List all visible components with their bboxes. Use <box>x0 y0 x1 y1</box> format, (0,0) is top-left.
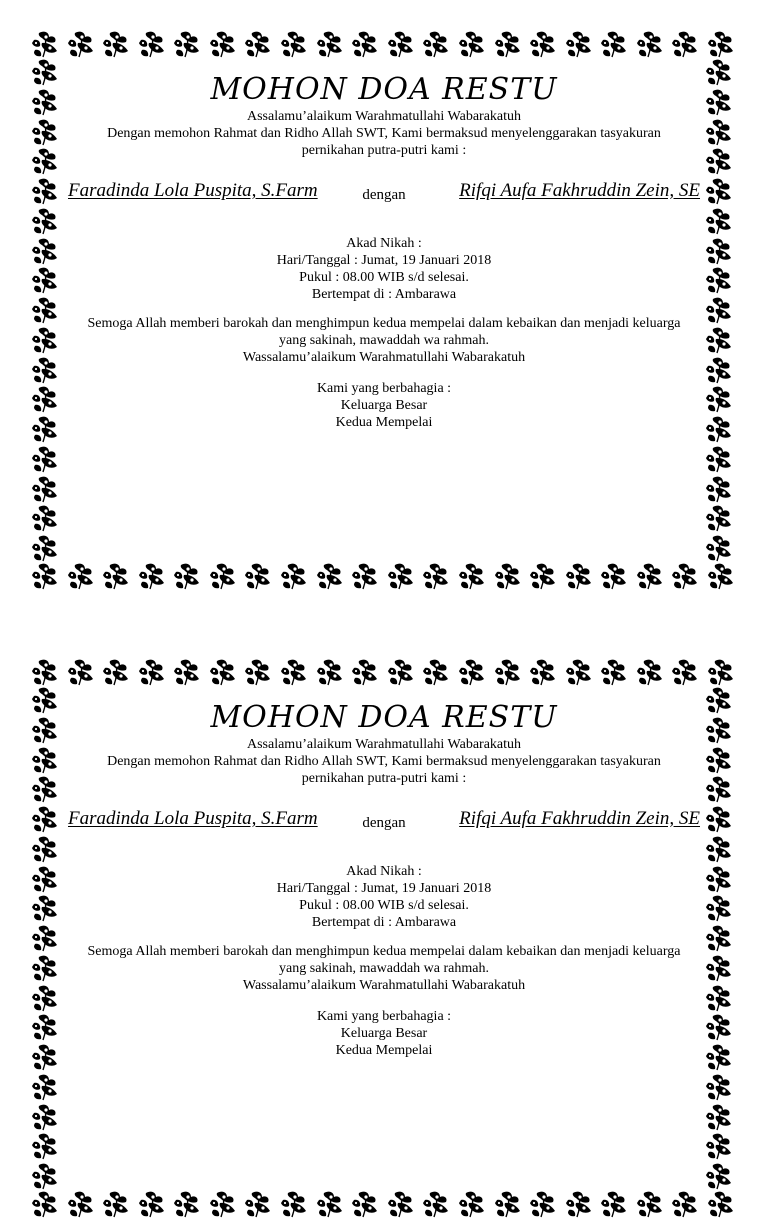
flower-ornament-icon <box>30 716 62 744</box>
border-right <box>704 58 738 562</box>
card-title: MOHON DOA RESTU <box>210 72 558 107</box>
flower-ornament-icon <box>564 658 596 686</box>
flower-ornament-icon <box>315 658 347 686</box>
flower-ornament-icon <box>704 177 736 205</box>
sign-intro: Kami yang berbahagia : <box>316 381 452 396</box>
flower-ornament-icon <box>30 658 62 686</box>
flower-ornament-icon <box>457 1190 489 1218</box>
flower-ornament-icon <box>30 237 62 265</box>
flower-ornament-icon <box>30 894 62 922</box>
flower-ornament-icon <box>386 562 418 590</box>
flower-ornament-icon <box>101 30 133 58</box>
flower-ornament-icon <box>30 835 62 863</box>
flower-ornament-icon <box>704 534 736 562</box>
border-top <box>30 30 738 58</box>
groom-name: Rifqi Aufa Fakhruddin Zein, SE <box>459 180 700 201</box>
prayer-line-2: yang sakinah, mawaddah wa rahmah. <box>279 961 489 976</box>
flower-ornament-icon <box>30 746 62 774</box>
flower-ornament-icon <box>30 562 62 590</box>
flower-ornament-icon <box>30 954 62 982</box>
flower-ornament-icon <box>30 88 62 116</box>
flower-ornament-icon <box>315 562 347 590</box>
prayer-block <box>64 315 704 366</box>
flower-ornament-icon <box>670 562 702 590</box>
flower-ornament-icon <box>564 30 596 58</box>
flower-ornament-icon <box>30 1073 62 1101</box>
sign-couple: Kedua Mempelai <box>335 1043 433 1058</box>
flower-ornament-icon <box>208 562 240 590</box>
flower-ornament-icon <box>704 894 736 922</box>
flower-ornament-icon <box>528 1190 560 1218</box>
flower-ornament-icon <box>30 534 62 562</box>
event-time: Pukul : 08.00 WIB s/d selesai. <box>299 898 469 913</box>
sign-family: Keluarga Besar <box>340 398 428 413</box>
flower-ornament-icon <box>704 984 736 1012</box>
bride-name: Faradinda Lola Puspita, S.Farm <box>68 808 318 829</box>
flower-ornament-icon <box>493 1190 525 1218</box>
flower-ornament-icon <box>172 1190 204 1218</box>
flower-ornament-icon <box>315 1190 347 1218</box>
flower-ornament-icon <box>635 30 667 58</box>
prayer-line-1: Semoga Allah memberi barokah dan menghimpun kedua mempelai dalam kebaikan dan menjadi keluarga <box>87 316 681 331</box>
flower-ornament-icon <box>704 1043 736 1071</box>
flower-ornament-icon <box>704 385 736 413</box>
flower-ornament-icon <box>457 30 489 58</box>
prayer-line-2: yang sakinah, mawaddah wa rahmah. <box>279 333 489 348</box>
flower-ornament-icon <box>706 30 738 58</box>
flower-ornament-icon <box>30 177 62 205</box>
flower-ornament-icon <box>30 1103 62 1131</box>
border-bottom <box>30 562 738 590</box>
event-label: Akad Nikah : <box>346 236 422 251</box>
event-date: Hari/Tanggal : Jumat, 19 Januari 2018 <box>276 881 492 896</box>
flower-ornament-icon <box>30 326 62 354</box>
intro-line-2: pernikahan putra-putri kami : <box>301 143 467 158</box>
flower-ornament-icon <box>706 562 738 590</box>
flower-ornament-icon <box>137 30 169 58</box>
card-title: MOHON DOA RESTU <box>210 700 558 735</box>
flower-ornament-icon <box>493 30 525 58</box>
flower-ornament-icon <box>386 658 418 686</box>
flower-ornament-icon <box>30 1132 62 1160</box>
flower-ornament-icon <box>704 58 736 86</box>
flower-ornament-icon <box>704 326 736 354</box>
flower-ornament-icon <box>66 30 98 58</box>
intro-line-2: pernikahan putra-putri kami : <box>301 771 467 786</box>
event-place: Bertempat di : Ambarawa <box>311 915 457 930</box>
flower-ornament-icon <box>528 562 560 590</box>
flower-ornament-icon <box>704 954 736 982</box>
flower-ornament-icon <box>704 716 736 744</box>
event-place: Bertempat di : Ambarawa <box>311 287 457 302</box>
flower-ornament-icon <box>208 658 240 686</box>
flower-ornament-icon <box>493 658 525 686</box>
flower-ornament-icon <box>528 658 560 686</box>
flower-ornament-icon <box>279 562 311 590</box>
flower-ornament-icon <box>30 805 62 833</box>
flower-ornament-icon <box>704 805 736 833</box>
event-label: Akad Nikah : <box>346 864 422 879</box>
flower-ornament-icon <box>30 266 62 294</box>
card-content <box>64 686 704 1190</box>
flower-ornament-icon <box>30 147 62 175</box>
flower-ornament-icon <box>704 237 736 265</box>
flower-ornament-icon <box>704 835 736 863</box>
invitation-card-2 <box>30 658 738 1218</box>
flower-ornament-icon <box>421 562 453 590</box>
flower-ornament-icon <box>30 1162 62 1190</box>
flower-ornament-icon <box>635 562 667 590</box>
flower-ornament-icon <box>279 1190 311 1218</box>
flower-ornament-icon <box>30 686 62 714</box>
flower-ornament-icon <box>30 865 62 893</box>
couple-names <box>64 175 704 215</box>
flower-ornament-icon <box>421 1190 453 1218</box>
flower-ornament-icon <box>101 562 133 590</box>
flower-ornament-icon <box>704 207 736 235</box>
border-left <box>30 58 64 562</box>
flower-ornament-icon <box>704 1162 736 1190</box>
event-date: Hari/Tanggal : Jumat, 19 Januari 2018 <box>276 253 492 268</box>
flower-ornament-icon <box>350 658 382 686</box>
flower-ornament-icon <box>137 562 169 590</box>
flower-ornament-icon <box>243 562 275 590</box>
couple-names <box>64 803 704 843</box>
event-time: Pukul : 08.00 WIB s/d selesai. <box>299 270 469 285</box>
intro-line-1: Dengan memohon Rahmat dan Ridho Allah SWT, Kami bermaksud menyelenggarakan tasyakuran <box>107 754 661 769</box>
flower-ornament-icon <box>101 658 133 686</box>
flower-ornament-icon <box>30 1190 62 1218</box>
sign-intro: Kami yang berbahagia : <box>316 1009 452 1024</box>
flower-ornament-icon <box>704 88 736 116</box>
flower-ornament-icon <box>243 30 275 58</box>
flower-ornament-icon <box>350 30 382 58</box>
flower-ornament-icon <box>704 504 736 532</box>
sign-couple: Kedua Mempelai <box>335 415 433 430</box>
flower-ornament-icon <box>704 686 736 714</box>
flower-ornament-icon <box>386 30 418 58</box>
flower-ornament-icon <box>704 118 736 146</box>
signature-block <box>64 1008 704 1059</box>
flower-ornament-icon <box>66 562 98 590</box>
flower-ornament-icon <box>172 562 204 590</box>
invitation-card-1 <box>30 30 738 590</box>
border-top <box>30 658 738 686</box>
flower-ornament-icon <box>599 562 631 590</box>
flower-ornament-icon <box>704 475 736 503</box>
flower-ornament-icon <box>30 775 62 803</box>
flower-ornament-icon <box>457 562 489 590</box>
connector-word: dengan <box>362 187 406 203</box>
event-details <box>64 235 704 303</box>
flower-ornament-icon <box>137 658 169 686</box>
flower-ornament-icon <box>704 865 736 893</box>
flower-ornament-icon <box>706 1190 738 1218</box>
flower-ornament-icon <box>704 775 736 803</box>
flower-ornament-icon <box>279 658 311 686</box>
flower-ornament-icon <box>30 118 62 146</box>
flower-ornament-icon <box>421 30 453 58</box>
flower-ornament-icon <box>30 1043 62 1071</box>
flower-ornament-icon <box>30 415 62 443</box>
card-content <box>64 58 704 562</box>
closing-greeting: Wassalamu’alaikum Warahmatullahi Wabarakatuh <box>242 350 526 365</box>
flower-ornament-icon <box>599 30 631 58</box>
flower-ornament-icon <box>704 445 736 473</box>
flower-ornament-icon <box>704 266 736 294</box>
flower-ornament-icon <box>704 296 736 324</box>
flower-ornament-icon <box>279 30 311 58</box>
flower-ornament-icon <box>704 415 736 443</box>
flower-ornament-icon <box>528 30 560 58</box>
flower-ornament-icon <box>704 356 736 384</box>
flower-ornament-icon <box>599 658 631 686</box>
flower-ornament-icon <box>421 658 453 686</box>
flower-ornament-icon <box>350 1190 382 1218</box>
flower-ornament-icon <box>670 30 702 58</box>
flower-ornament-icon <box>704 924 736 952</box>
flower-ornament-icon <box>704 746 736 774</box>
flower-ornament-icon <box>315 30 347 58</box>
flower-ornament-icon <box>30 984 62 1012</box>
flower-ornament-icon <box>704 1013 736 1041</box>
connector-word: dengan <box>362 815 406 831</box>
flower-ornament-icon <box>30 356 62 384</box>
flower-ornament-icon <box>30 296 62 324</box>
flower-ornament-icon <box>30 58 62 86</box>
greeting: Assalamu’alaikum Warahmatullahi Wabarakatuh <box>246 737 522 752</box>
flower-ornament-icon <box>564 562 596 590</box>
intro-line-1: Dengan memohon Rahmat dan Ridho Allah SWT, Kami bermaksud menyelenggarakan tasyakuran <box>107 126 661 141</box>
flower-ornament-icon <box>493 562 525 590</box>
flower-ornament-icon <box>635 1190 667 1218</box>
flower-ornament-icon <box>30 924 62 952</box>
flower-ornament-icon <box>706 658 738 686</box>
flower-ornament-icon <box>30 1013 62 1041</box>
flower-ornament-icon <box>599 1190 631 1218</box>
flower-ornament-icon <box>457 658 489 686</box>
flower-ornament-icon <box>30 207 62 235</box>
flower-ornament-icon <box>350 562 382 590</box>
flower-ornament-icon <box>670 1190 702 1218</box>
flower-ornament-icon <box>635 658 667 686</box>
flower-ornament-icon <box>137 1190 169 1218</box>
greeting: Assalamu’alaikum Warahmatullahi Wabarakatuh <box>246 109 522 124</box>
flower-ornament-icon <box>30 504 62 532</box>
flower-ornament-icon <box>243 1190 275 1218</box>
flower-ornament-icon <box>172 658 204 686</box>
flower-ornament-icon <box>30 385 62 413</box>
flower-ornament-icon <box>564 1190 596 1218</box>
flower-ornament-icon <box>208 30 240 58</box>
groom-name: Rifqi Aufa Fakhruddin Zein, SE <box>459 808 700 829</box>
border-right <box>704 686 738 1190</box>
event-details <box>64 863 704 931</box>
flower-ornament-icon <box>704 1073 736 1101</box>
flower-ornament-icon <box>66 1190 98 1218</box>
sign-family: Keluarga Besar <box>340 1026 428 1041</box>
flower-ornament-icon <box>172 30 204 58</box>
flower-ornament-icon <box>704 1132 736 1160</box>
flower-ornament-icon <box>208 1190 240 1218</box>
border-bottom <box>30 1190 738 1218</box>
prayer-line-1: Semoga Allah memberi barokah dan menghimpun kedua mempelai dalam kebaikan dan menjadi keluarga <box>87 944 681 959</box>
bride-name: Faradinda Lola Puspita, S.Farm <box>68 180 318 201</box>
prayer-block <box>64 943 704 994</box>
flower-ornament-icon <box>704 147 736 175</box>
flower-ornament-icon <box>66 658 98 686</box>
signature-block <box>64 380 704 431</box>
flower-ornament-icon <box>704 1103 736 1131</box>
flower-ornament-icon <box>30 30 62 58</box>
flower-ornament-icon <box>30 445 62 473</box>
flower-ornament-icon <box>670 658 702 686</box>
closing-greeting: Wassalamu’alaikum Warahmatullahi Wabarakatuh <box>242 978 526 993</box>
flower-ornament-icon <box>243 658 275 686</box>
border-left <box>30 686 64 1190</box>
flower-ornament-icon <box>30 475 62 503</box>
flower-ornament-icon <box>386 1190 418 1218</box>
flower-ornament-icon <box>101 1190 133 1218</box>
